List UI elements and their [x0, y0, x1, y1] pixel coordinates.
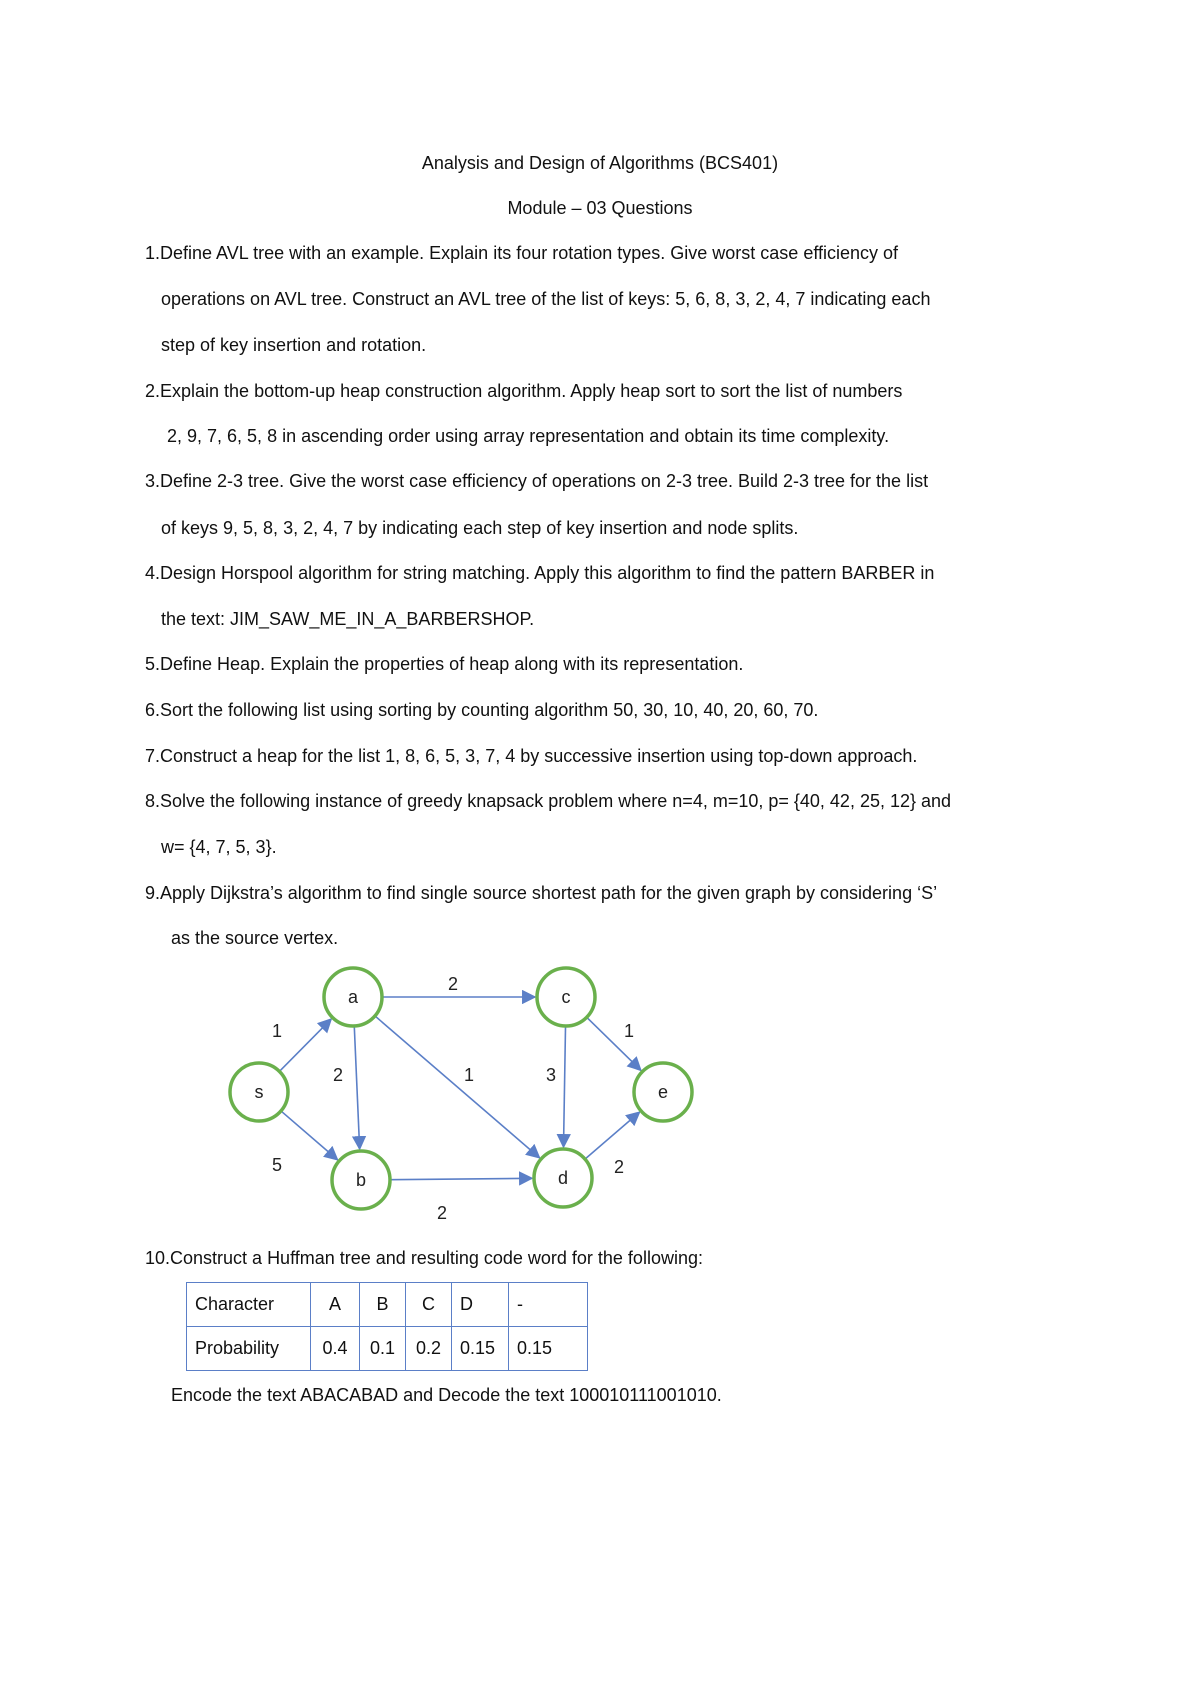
edge-d-e: [585, 1112, 640, 1159]
edge-s-b: [281, 1111, 338, 1160]
question-7: 7.Construct a heap for the list 1, 8, 6, 5, 3, 7, 4 by successive insertion using top-down approach.: [145, 746, 918, 766]
edge-a-d: [375, 1016, 540, 1158]
edge-weight-c-e: 1: [623, 1021, 635, 1041]
question-1-line-1: 1.Define AVL tree with an example. Explain its four rotation types. Give worst case efficiency of: [145, 243, 899, 263]
table-cell: 0.15: [452, 1327, 509, 1371]
table-header-character: Character: [187, 1283, 311, 1327]
table-cell: C: [406, 1283, 452, 1327]
edge-weight-b-d: 2: [436, 1203, 448, 1223]
table-cell: B: [360, 1283, 406, 1327]
table-row-character: [187, 1283, 588, 1327]
table-cell: 0.1: [360, 1327, 406, 1371]
table-cell: 0.15: [509, 1327, 588, 1371]
question-4-line-2: the text: JIM_SAW_ME_IN_A_BARBERSHOP.: [161, 609, 535, 629]
huffman-table: [186, 1282, 588, 1371]
question-2-line-2: 2, 9, 7, 6, 5, 8 in ascending order using array representation and obtain its time complexity.: [167, 426, 890, 446]
question-8-line-2: w= {4, 7, 5, 3}.: [161, 837, 277, 857]
question-10-line-1: 10.Construct a Huffman tree and resulting code word for the following:: [145, 1248, 703, 1268]
edge-weight-a-b: 2: [332, 1065, 344, 1085]
question-6: 6.Sort the following list using sorting by counting algorithm 50, 30, 10, 40, 20, 60, 70.: [145, 700, 819, 720]
table-cell: 0.2: [406, 1327, 452, 1371]
table-cell: 0.4: [311, 1327, 360, 1371]
edge-weight-d-e: 2: [613, 1157, 625, 1177]
node-label-s: s: [254, 1082, 264, 1102]
table-cell: A: [311, 1283, 360, 1327]
edge-c-d: [564, 1026, 566, 1147]
question-10-line-2: Encode the text ABACABAD and Decode the text 100010111001010.: [171, 1385, 722, 1405]
edge-s-a: [279, 1019, 331, 1071]
node-label-a: a: [347, 987, 359, 1007]
edge-a-b: [354, 1026, 359, 1149]
node-label-c: c: [561, 987, 571, 1007]
node-label-e: e: [657, 1082, 669, 1102]
question-9-line-1: 9.Apply Dijkstra’s algorithm to find single source shortest path for the given graph by considering ‘S’: [145, 883, 938, 903]
question-4-line-1: 4.Design Horspool algorithm for string matching. Apply this algorithm to find the pattern BARBER in: [145, 563, 935, 583]
edge-b-d: [390, 1178, 532, 1179]
question-8-line-1: 8.Solve the following instance of greedy knapsack problem where n=4, m=10, p= {40, 42, 25, 12} and: [145, 791, 952, 811]
edge-weight-a-d: 1: [463, 1065, 475, 1085]
table-cell: D: [452, 1283, 509, 1327]
table-cell: -: [509, 1283, 588, 1327]
node-label-b: b: [355, 1170, 367, 1190]
question-3-line-1: 3.Define 2-3 tree. Give the worst case efficiency of operations on 2-3 tree. Build 2-3 tree for the list: [145, 471, 929, 491]
module-subtitle: Module – 03 Questions: [507, 198, 693, 218]
question-5: 5.Define Heap. Explain the properties of heap along with its representation.: [145, 654, 744, 674]
edge-weight-c-d: 3: [545, 1065, 557, 1085]
question-3-line-2: of keys 9, 5, 8, 3, 2, 4, 7 by indicating each step of key insertion and node splits.: [161, 518, 799, 538]
edge-weight-s-a: 1: [271, 1021, 283, 1041]
edge-weight-a-c: 2: [447, 974, 459, 994]
question-9-line-2: as the source vertex.: [171, 928, 339, 948]
question-1-line-2: operations on AVL tree. Construct an AVL tree of the list of keys: 5, 6, 8, 3, 2, 4, 7 indicating each: [161, 289, 931, 309]
node-label-d: d: [557, 1168, 569, 1188]
table-row-probability: [187, 1327, 588, 1371]
table-header-probability: Probability: [187, 1327, 311, 1371]
question-1-line-3: step of key insertion and rotation.: [161, 335, 427, 355]
question-2-line-1: 2.Explain the bottom-up heap construction algorithm. Apply heap sort to sort the list of numbers: [145, 381, 903, 401]
edge-weight-s-b: 5: [271, 1155, 283, 1175]
document-title: Analysis and Design of Algorithms (BCS401): [421, 153, 779, 173]
